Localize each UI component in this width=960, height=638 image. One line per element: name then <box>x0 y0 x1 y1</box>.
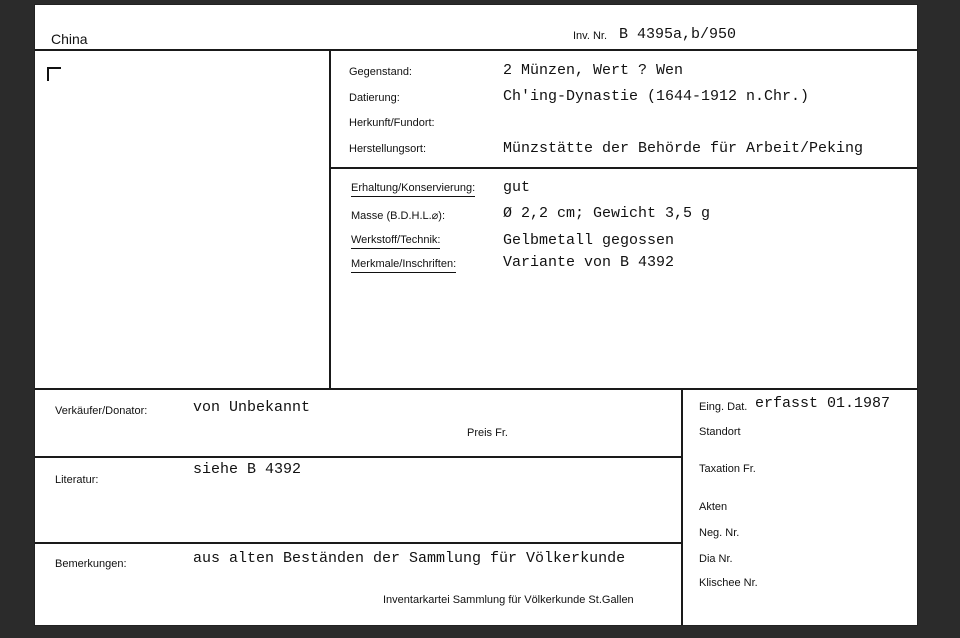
merkmale-value: Variante von B 4392 <box>503 254 675 271</box>
eing-dat-label: Eing. Dat. <box>699 401 748 413</box>
gegenstand-label: Gegenstand: <box>349 66 412 78</box>
erhaltung-value: gut <box>503 179 531 196</box>
card-footer: Inventarkartei Sammlung für Völkerkunde St.Gallen <box>383 594 634 606</box>
dia-nr-label: Dia Nr. <box>699 553 733 565</box>
inv-nr-label: Inv. Nr. <box>573 30 608 42</box>
inv-nr-value: B 4395a,b/950 <box>619 26 737 43</box>
photo-corner-mark <box>47 67 61 81</box>
rule-side-divider <box>681 388 683 626</box>
merkmale-label: Merkmale/Inschriften: <box>351 258 456 273</box>
bemerkungen-label: Bemerkungen: <box>55 558 127 570</box>
verkaeufer-label: Verkäufer/Donator: <box>55 405 148 417</box>
rule-verkaeufer-literatur <box>35 456 681 458</box>
akten-label: Akten <box>699 501 728 513</box>
rule-main-lower <box>35 388 918 390</box>
bemerkungen-value: aus alten Beständen der Sammlung für Völkerkunde <box>193 550 626 567</box>
gegenstand-value: 2 Münzen, Wert ? Wen <box>503 62 684 79</box>
country-label: China <box>51 31 88 47</box>
standort-label: Standort <box>699 426 741 438</box>
werkstoff-label: Werkstoff/Technik: <box>351 234 440 249</box>
klischee-nr-label: Klischee Nr. <box>699 577 758 589</box>
masse-value: Ø 2,2 cm; Gewicht 3,5 g <box>503 205 711 222</box>
herkunft-label: Herkunft/Fundort: <box>349 117 435 129</box>
preis-label: Preis Fr. <box>467 427 508 439</box>
rule-header <box>35 49 918 51</box>
inventory-card <box>34 4 918 626</box>
neg-nr-label: Neg. Nr. <box>699 527 740 539</box>
werkstoff-value: Gelbmetall gegossen <box>503 232 675 249</box>
literatur-value: siehe B 4392 <box>193 461 302 478</box>
rule-object-condition <box>329 167 918 169</box>
eing-dat-value: erfasst 01.1987 <box>755 395 891 412</box>
datierung-label: Datierung: <box>349 92 400 104</box>
rule-literatur-bemerkungen <box>35 542 681 544</box>
datierung-value: Ch'ing-Dynastie (1644-1912 n.Chr.) <box>503 88 810 105</box>
herstellungsort-label: Herstellungsort: <box>349 143 427 155</box>
taxation-label: Taxation Fr. <box>699 463 756 475</box>
verkaeufer-value: von Unbekannt <box>193 399 311 416</box>
masse-label: Masse (B.D.H.L.⌀): <box>351 210 446 222</box>
literatur-label: Literatur: <box>55 474 99 486</box>
herstellungsort-value: Münzstätte der Behörde für Arbeit/Peking <box>503 140 864 157</box>
erhaltung-label: Erhaltung/Konservierung: <box>351 182 475 197</box>
rule-photo-divider <box>329 49 331 389</box>
